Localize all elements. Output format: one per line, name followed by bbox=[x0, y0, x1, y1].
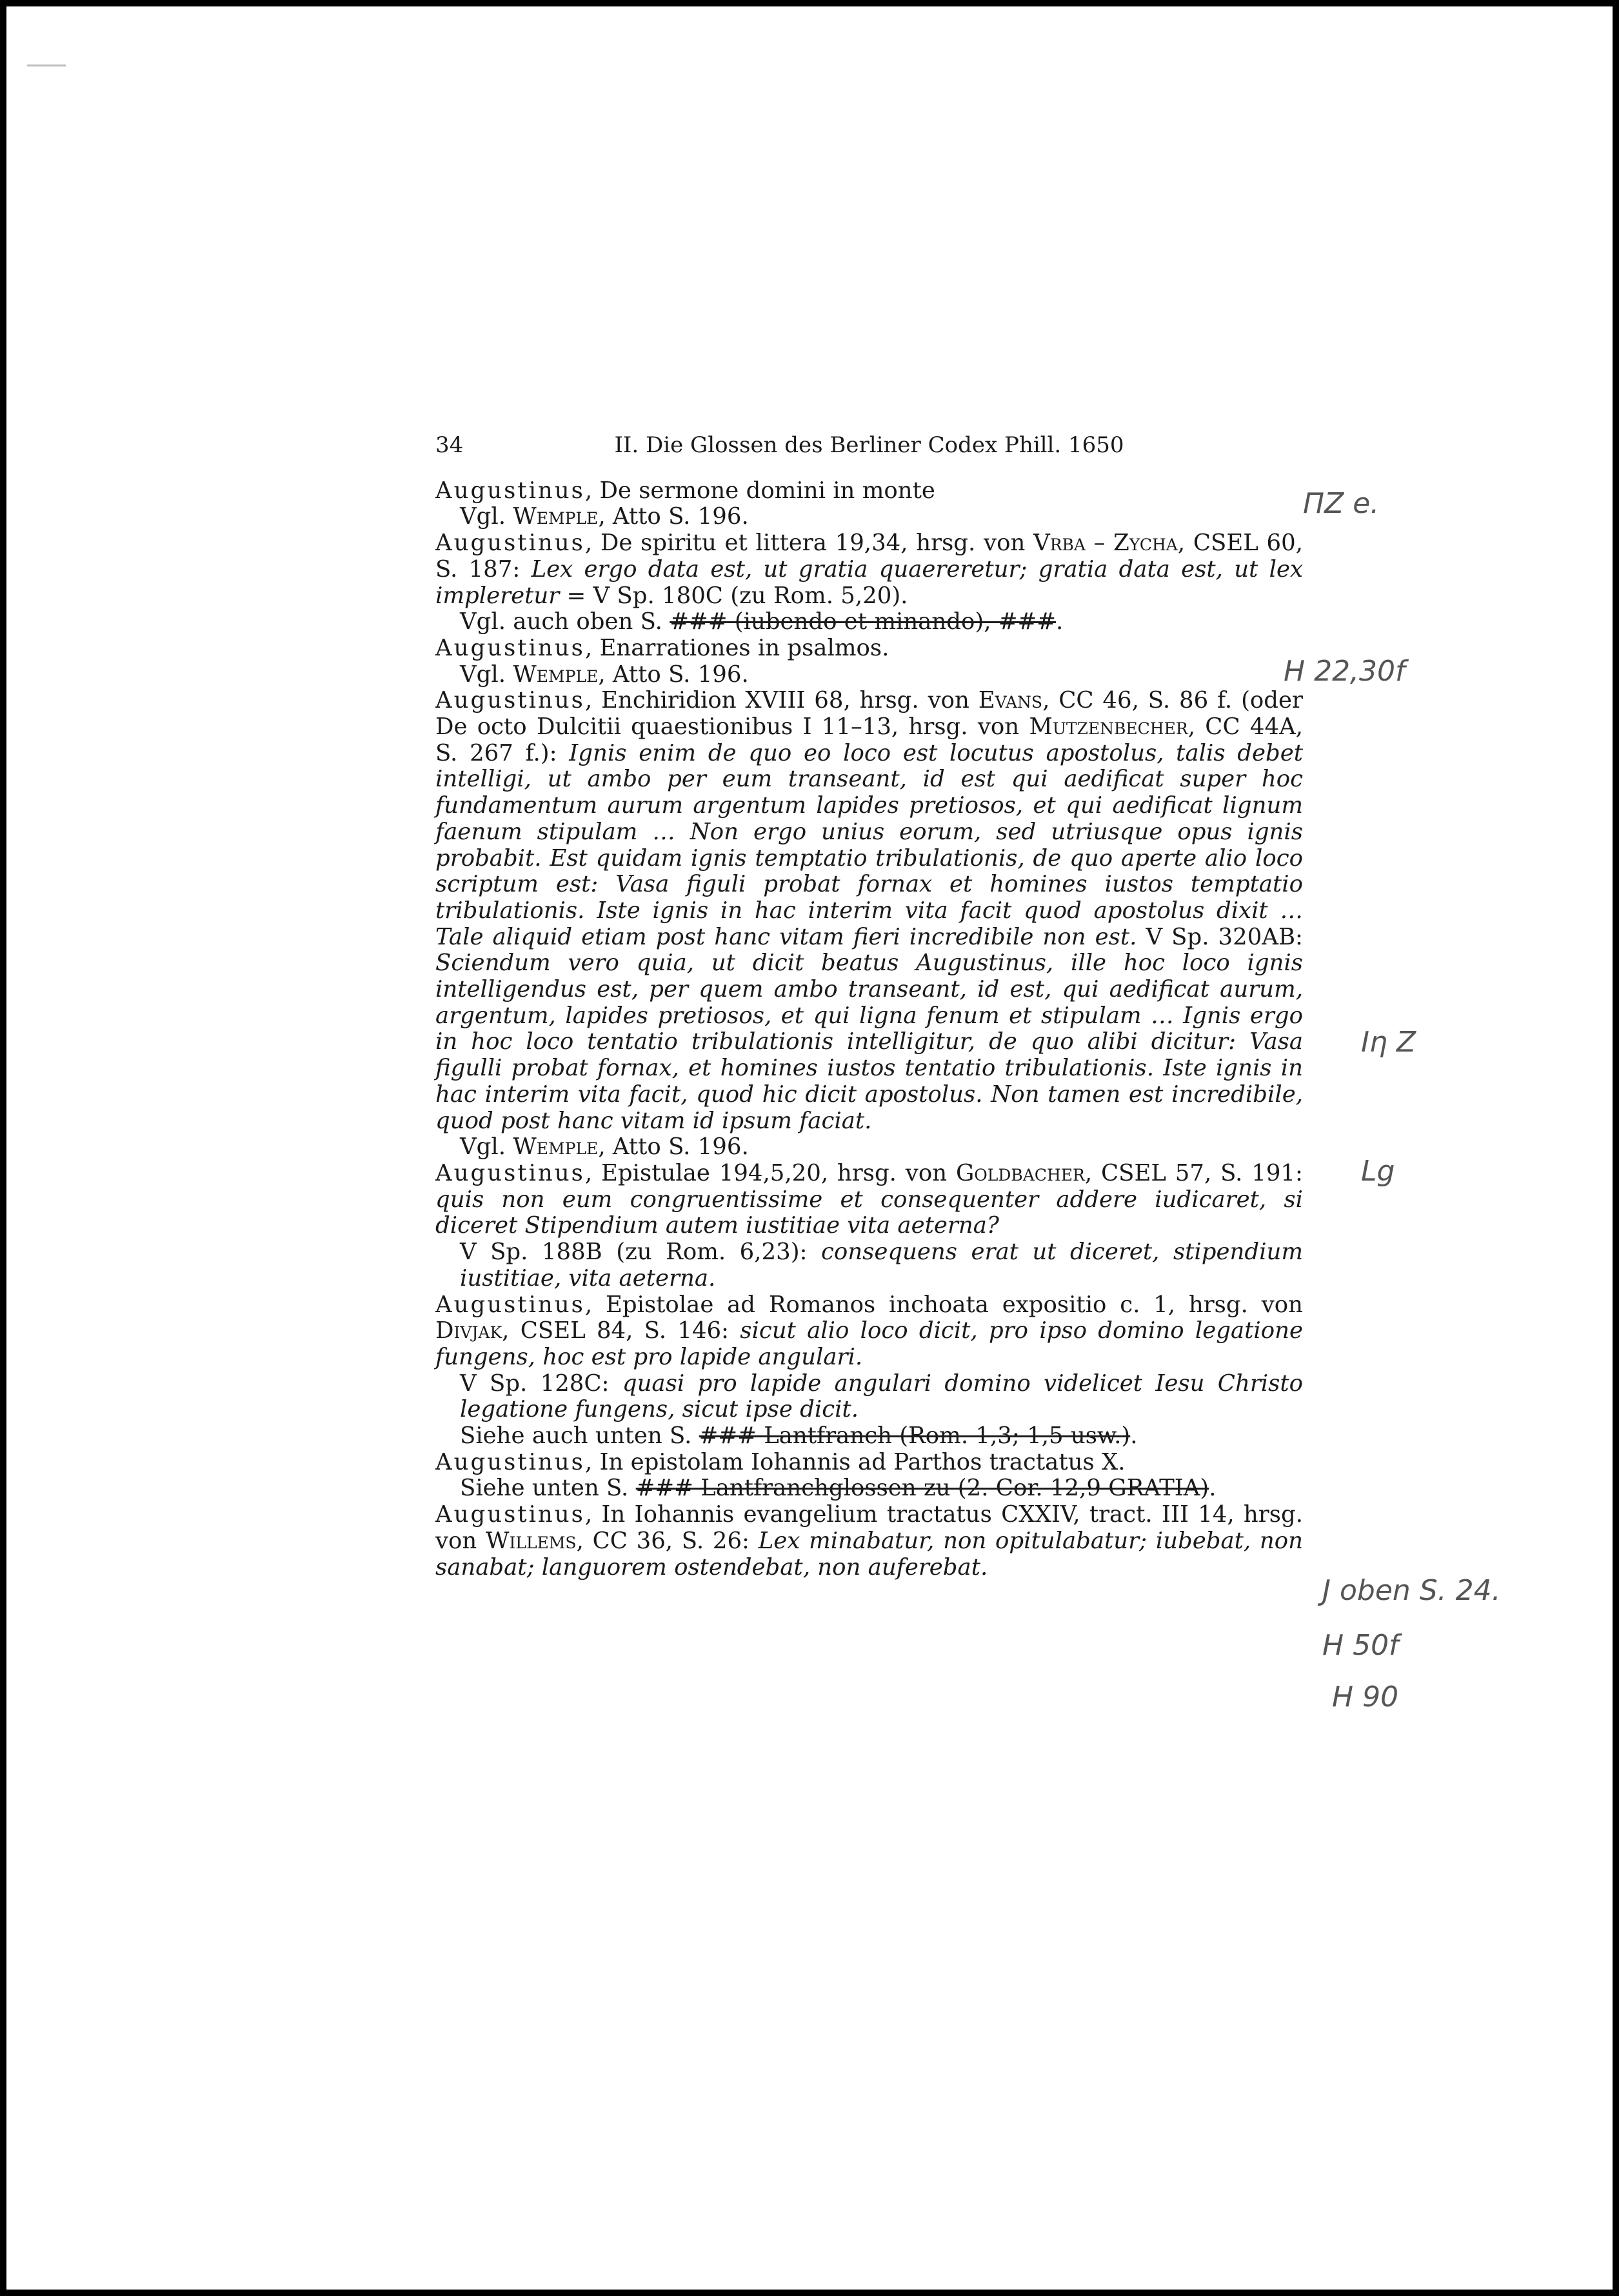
scan-mark bbox=[27, 65, 66, 66]
entry-sub: V Sp. 128C: quasi pro lapide angulari domino videlicet Iesu Christo legatione fungens, sicut ipse dicit. bbox=[460, 1370, 1304, 1423]
page-number: 34 bbox=[435, 432, 464, 458]
entry: Augustinus, Enarrationes in psalmos. bbox=[435, 634, 889, 661]
entry-sub: Vgl. Wemple, Atto S. 196. bbox=[460, 661, 749, 688]
entry-author: Augustinus bbox=[435, 477, 585, 504]
entry-author: Augustinus bbox=[435, 634, 585, 661]
entry: Augustinus, Epistolae ad Romanos inchoata expositio c. 1, hrsg. von Divjak, CSEL 84, S. 146: sicut alio loco dicit, pro ipso domino legatione fungens, hoc est pro lapide angulari. bbox=[435, 1291, 1303, 1370]
entry: Augustinus, Epistulae 194,5,20, hrsg. von Goldbacher, CSEL 57, S. 191: quis non eum congruentissime et consequenter addere iudicaret, si diceret Stipendium autem iustitiae vita aeterna? bbox=[435, 1159, 1303, 1239]
entry: Augustinus, De sermone domini in monte bbox=[435, 477, 935, 504]
margin-note: H 50f bbox=[1322, 1629, 1399, 1662]
margin-note: Ιη Ζ bbox=[1361, 1026, 1416, 1059]
entry-author: Augustinus bbox=[435, 1159, 585, 1186]
entry-author: Augustinus bbox=[435, 530, 585, 557]
entry: Augustinus, De spiritu et littera 19,34, hrsg. von Vrba – Zycha, CSEL 60, S. 187: Lex ergo data est, ut gratia quaereretur; gratia data est, ut lex impleretur = V Sp. 180C (zu Rom. 5,20). bbox=[435, 530, 1304, 609]
entry-sub: V Sp. 188B (zu Rom. 6,23): consequens erat ut diceret, stipendium iustitiae, vita aeterna. bbox=[460, 1239, 1303, 1292]
entry-author: Augustinus bbox=[435, 1448, 585, 1475]
margin-note: Lg bbox=[1361, 1155, 1395, 1188]
margin-note: H 90 bbox=[1332, 1681, 1399, 1713]
entry-sub: Siehe auch unten S. ### Lantfranch (Rom. 1,3; 1,5 usw.). bbox=[460, 1423, 1138, 1450]
margin-note: ΠΖ e. bbox=[1303, 487, 1380, 520]
page-sheet bbox=[6, 6, 1613, 2290]
entry: Augustinus, In epistolam Iohannis ad Parthos tractatus X. bbox=[435, 1448, 1126, 1475]
margin-note: J oben S. 24. bbox=[1322, 1574, 1501, 1607]
entry: Augustinus, Enchiridion XVIII 68, hrsg. von Evans, CC 46, S. 86 f. (oder De octo Dulcitii quaestionibus I 11–13, hrsg. von Mutzenbecher, CC 44A, S. 267 f.): Ignis enim de quo eo loco est locutus apostolus, talis debet intelligi, ut ambo per eum transeant, id est qui aedificat super hoc fundamentum aurum argentum lapides pretiosos, et qui aedificat lignum faenum stipulam … Non ergo unius eorum, sed utriusque opus ignis probabit. Est quidam ignis temptatio tribulationis, de quo aperte alio loco scriptum est: Vasa figuli probat fornax et homines iustos temptatio tribulationis. Iste ignis in hac interim vita facit quod apostolus dixit … Tale aliquid etiam post hanc vitam fieri incredibile non est. V Sp. 320AB: Sciendum vero quia, ut dicit beatus Augustinus, ille hoc loco ignis intelligendus est, per quem ambo transeant, id est, qui aedificat aurum, argentum, lapides pretiosos, et qui ligna fenum et stipulam … Ignis ergo in hoc loco tentatio tribulationis intelligitur, de quo alibi dicitur: Vasa figulli probat fornax, et homines iustos tentatio tribulationis. Iste ignis in hac interim vita facit, quod hic dicit apostolus. Non tamen est incredibile, quod post hanc vitam id ipsum faciat. bbox=[435, 687, 1304, 1134]
entry: Augustinus, In Iohannis evangelium tractatus CXXIV, tract. III 14, hrsg. von Willems, CC 36, S. 26: Lex minabatur, non opitulabatur; iubebat, non sanabat; languorem ostendebat, non auferebat. bbox=[435, 1501, 1303, 1581]
entry-sub: Vgl. Wemple, Atto S. 196. bbox=[460, 503, 749, 530]
entry-sub: Vgl. auch oben S. ### (iubendo et minando), ###. bbox=[460, 608, 1064, 635]
running-header bbox=[435, 432, 1303, 459]
entry-sub: Vgl. Wemple, Atto S. 196. bbox=[460, 1133, 749, 1161]
running-title: II. Die Glossen des Berliner Codex Phill. 1650 bbox=[614, 432, 1124, 458]
entry-author: Augustinus bbox=[435, 687, 585, 714]
entry-sub: Siehe unten S. ### Lantfranchglossen zu (2. Cor. 12,9 GRATIA). bbox=[460, 1475, 1217, 1502]
document-body bbox=[435, 432, 1303, 1581]
entry-author: Augustinus bbox=[435, 1501, 585, 1528]
margin-note: Η 22,30f bbox=[1284, 655, 1405, 688]
entry-author: Augustinus bbox=[435, 1291, 585, 1318]
